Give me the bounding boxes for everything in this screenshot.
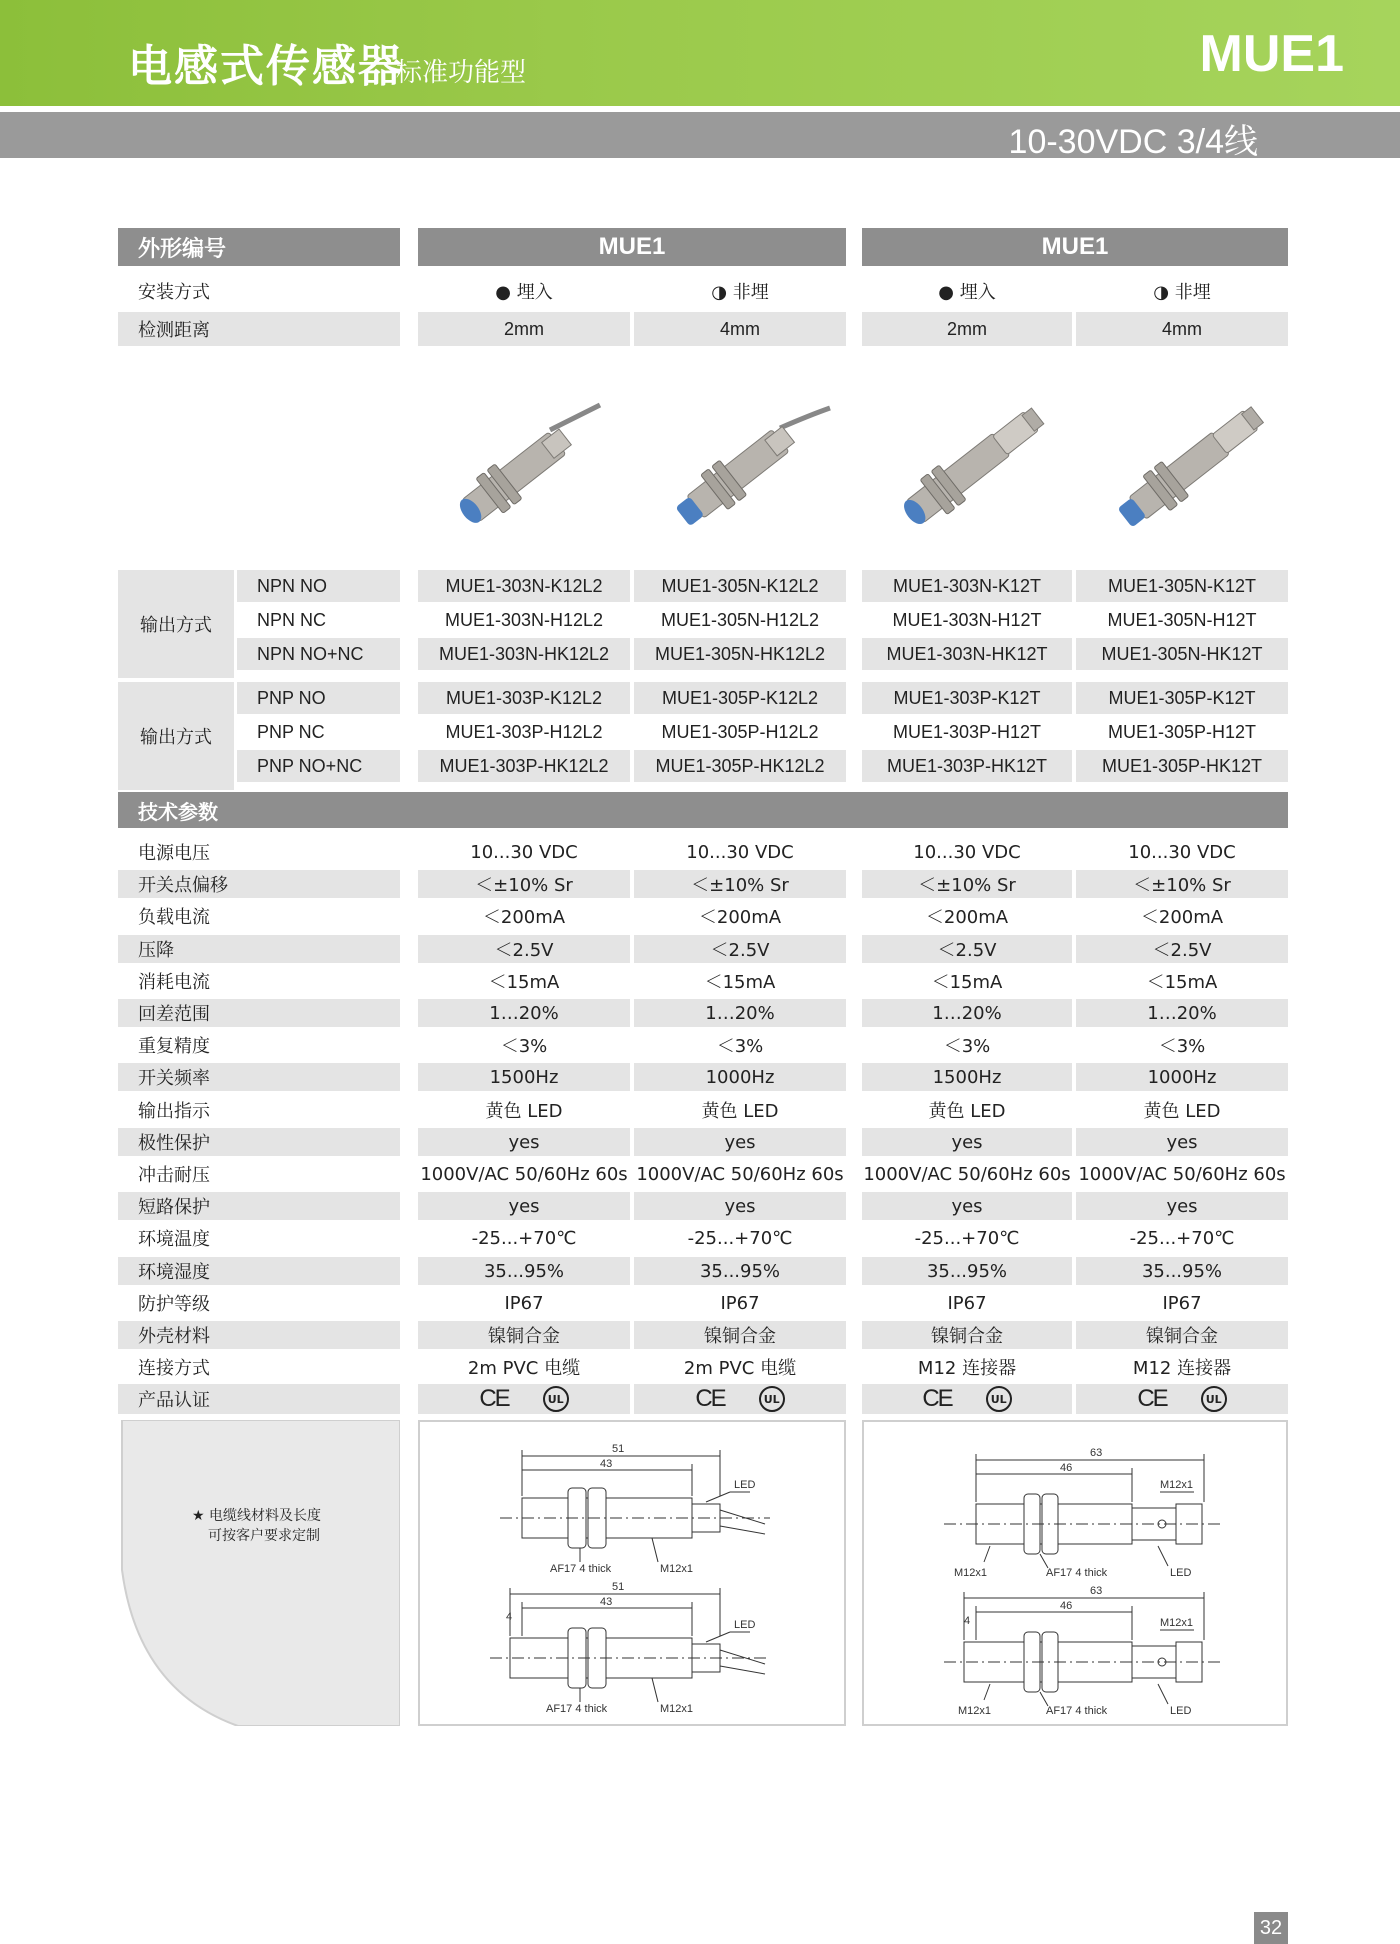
tech-param-label: 电源电压 (138, 843, 210, 864)
tech-param-value: yes (862, 1192, 1072, 1220)
tech-param-value: 1000V/AC 50/60Hz 60s (420, 1163, 628, 1185)
nut-label: AF17 4 thick (1046, 1705, 1108, 1717)
tech-param-value: 镍铜合金 (1076, 1321, 1288, 1349)
tech-param-value: 黄色 LED (928, 1101, 1006, 1122)
tech-param-value: 35...95% (862, 1257, 1072, 1285)
tech-param-value: 黄色 LED (701, 1101, 779, 1122)
thread-label: M12x1 (954, 1567, 988, 1579)
ce-mark-icon: CE (1137, 1385, 1167, 1412)
thread-label: M12x1 (958, 1705, 992, 1717)
tech-param-label: 环境温度 (138, 1229, 210, 1250)
note-star-icon: ★ (192, 1508, 205, 1524)
sensor-photo-cable-flush (440, 400, 620, 550)
model-cell: MUE1-305P-HK12L2 (634, 750, 846, 782)
tech-param-value: -25...+70℃ (471, 1227, 577, 1249)
tech-param-value: -25...+70℃ (914, 1227, 1020, 1249)
model-cell: MUE1-305N-K12L2 (634, 570, 846, 602)
tech-param-value: 2m PVC 电缆 (683, 1358, 797, 1379)
connector-thread-label: M12x1 (1160, 1617, 1194, 1629)
tech-param-value: ＜2.5V (862, 935, 1072, 963)
tech-param-value: 1…20% (1076, 999, 1288, 1027)
mounting-label: 安装方式 (138, 282, 210, 303)
tech-param-value: ＜200mA (482, 907, 566, 928)
tech-param-value: 10...30 VDC (1128, 841, 1236, 863)
tech-param-value: 35...95% (1076, 1257, 1288, 1285)
model-cell: MUE1-305N-HK12T (1076, 638, 1288, 670)
pnp-nonc-label: PNP NO+NC (237, 750, 400, 782)
thread-label: M12x1 (660, 1563, 694, 1575)
npn-output-label: 输出方式 (118, 570, 234, 678)
ul-mark-icon: UL (986, 1386, 1012, 1412)
model-cell: MUE1-303P-HK12L2 (418, 750, 630, 782)
tech-param-value: yes (1076, 1192, 1288, 1220)
tech-param-value: IP67 (720, 1292, 760, 1314)
tech-param-label: 开关点偏移 (118, 870, 400, 898)
tech-param-value: ＜200mA (925, 907, 1009, 928)
tech-param-value: IP67 (1162, 1292, 1202, 1314)
model-cell: MUE1-305N-K12T (1076, 570, 1288, 602)
tech-param-label: 连接方式 (138, 1358, 210, 1379)
tech-param-value: IP67 (947, 1292, 987, 1314)
tech-param-value: yes (418, 1128, 630, 1156)
pnp-no-label: PNP NO (237, 682, 400, 714)
dim-body: 46 (1060, 1462, 1073, 1474)
model-cell: MUE1-305N-HK12L2 (634, 638, 846, 670)
npn-nc-label: NPN NC (257, 609, 327, 630)
tech-param-value: 10...30 VDC (470, 841, 578, 863)
model-cell: MUE1-303P-K12L2 (418, 682, 630, 714)
tech-param-label: 外壳材料 (118, 1321, 400, 1349)
tech-param-value: -25...+70℃ (687, 1227, 793, 1249)
pnp-nc-label: PNP NC (257, 721, 325, 742)
dim-overall: 63 (1090, 1447, 1103, 1459)
model-cell: MUE1-305N-H12L2 (660, 609, 820, 630)
note-panel (118, 1420, 400, 1726)
nut-label: AF17 4 thick (550, 1563, 612, 1575)
group-header-connector: MUE1 (862, 228, 1288, 266)
tech-param-value: ＜200mA (1140, 907, 1224, 928)
tech-param-value: 2m PVC 电缆 (467, 1358, 581, 1379)
tech-param-label: 回差范围 (118, 999, 400, 1027)
cert-label: 产品认证 (118, 1384, 400, 1414)
npn-nonc-label: NPN NO+NC (237, 638, 400, 670)
tech-param-label: 消耗电流 (138, 972, 210, 993)
model-cell: MUE1-303N-K12T (862, 570, 1072, 602)
led-label: LED (1170, 1705, 1192, 1717)
cert-marks (1076, 1384, 1288, 1414)
tech-param-value: ＜±10% Sr (1076, 870, 1288, 898)
tech-param-value: 1000V/AC 50/60Hz 60s (863, 1163, 1071, 1185)
tech-param-value: 黄色 LED (485, 1101, 563, 1122)
tech-param-value: ＜15mA (1146, 972, 1218, 993)
model-cell: MUE1-303N-H12L2 (444, 609, 604, 630)
tech-section-header: 技术参数 (118, 792, 1288, 828)
ce-mark-icon: CE (695, 1385, 725, 1412)
model-cell: MUE1-305P-K12T (1076, 682, 1288, 714)
ce-mark-icon: CE (479, 1385, 509, 1412)
sensor-photo-connector-flush (882, 395, 1072, 545)
dim-flush: 4 (506, 1611, 513, 1623)
cert-marks (634, 1384, 846, 1414)
tech-param-value: ＜15mA (488, 972, 560, 993)
model-cell: MUE1-303N-HK12T (862, 638, 1072, 670)
tech-param-value: ＜±10% Sr (862, 870, 1072, 898)
tech-param-label: 开关频率 (118, 1063, 400, 1091)
tech-param-value: ＜3% (500, 1036, 548, 1057)
tech-param-value: 1000V/AC 50/60Hz 60s (636, 1163, 844, 1185)
tech-param-value: 1…20% (862, 999, 1072, 1027)
tech-param-value: yes (862, 1128, 1072, 1156)
tech-param-value: 镍铜合金 (862, 1321, 1072, 1349)
model-cell: MUE1-303P-H12L2 (445, 721, 603, 742)
tech-param-value: 35...95% (634, 1257, 846, 1285)
nut-label: AF17 4 thick (1046, 1567, 1108, 1579)
dimension-drawing-connector (862, 1420, 1288, 1726)
thread-label: M12x1 (660, 1703, 694, 1715)
nut-label: AF17 4 thick (546, 1703, 608, 1715)
tech-param-label: 防护等级 (138, 1294, 210, 1315)
distance-value: 4mm (1076, 312, 1288, 346)
tech-param-label: 输出指示 (138, 1101, 210, 1122)
tech-param-value: 镍铜合金 (634, 1321, 846, 1349)
group-header-cable: MUE1 (418, 228, 846, 266)
note-line-2: 可按客户要求定制 (208, 1528, 320, 1544)
dim-body: 46 (1060, 1600, 1073, 1612)
mounting-value: ◑ 非埋 (711, 282, 769, 303)
tech-param-value: ＜±10% Sr (634, 870, 846, 898)
page-number: 32 (1254, 1912, 1288, 1944)
model-cell: MUE1-305P-H12L2 (661, 721, 819, 742)
pnp-output-label: 输出方式 (118, 682, 234, 790)
tech-param-value: ＜±10% Sr (418, 870, 630, 898)
tech-param-value: -25...+70℃ (1129, 1227, 1235, 1249)
tech-param-value: yes (634, 1128, 846, 1156)
ul-mark-icon: UL (759, 1386, 785, 1412)
distance-value: 2mm (862, 312, 1072, 346)
model-cell: MUE1-303N-K12L2 (418, 570, 630, 602)
cert-marks (418, 1384, 630, 1414)
dim-body: 43 (600, 1458, 613, 1470)
tech-param-value: 1…20% (634, 999, 846, 1027)
header-model: MUE1 (1199, 25, 1344, 83)
dim-flush: 4 (964, 1615, 971, 1627)
mounting-value: ◑ 非埋 (1153, 282, 1211, 303)
tech-param-value: 1000Hz (1076, 1063, 1288, 1091)
led-label: LED (734, 1479, 756, 1491)
distance-value: 2mm (418, 312, 630, 346)
tech-param-value: ＜200mA (698, 907, 782, 928)
tech-param-value: 10...30 VDC (686, 841, 794, 863)
model-cell: MUE1-305P-HK12T (1076, 750, 1288, 782)
dim-body: 43 (600, 1596, 613, 1608)
tech-param-label: 极性保护 (118, 1128, 400, 1156)
tech-param-value: ＜2.5V (634, 935, 846, 963)
model-cell: MUE1-303P-K12T (862, 682, 1072, 714)
model-cell: MUE1-305P-H12T (1107, 721, 1257, 742)
sensor-photo-cable-nonflush (660, 400, 840, 550)
model-cell: MUE1-303N-HK12L2 (418, 638, 630, 670)
dim-overall: 51 (612, 1581, 625, 1593)
tech-param-value: yes (634, 1192, 846, 1220)
tech-param-value: IP67 (504, 1292, 544, 1314)
tech-param-value: 1000Hz (634, 1063, 846, 1091)
tech-param-value: 1500Hz (862, 1063, 1072, 1091)
npn-no-label: NPN NO (237, 570, 400, 602)
tech-param-value: ＜15mA (704, 972, 776, 993)
tech-param-value: 1500Hz (418, 1063, 630, 1091)
tech-param-value: 镍铜合金 (418, 1321, 630, 1349)
tech-param-value: 35...95% (418, 1257, 630, 1285)
ce-mark-icon: CE (922, 1385, 952, 1412)
tech-param-value: ＜3% (943, 1036, 991, 1057)
mounting-value: ● 埋入 (938, 282, 996, 303)
page-subtitle: 标准功能型 (396, 58, 527, 88)
tech-param-label: 压降 (118, 935, 400, 963)
tech-param-value: M12 连接器 (1132, 1358, 1232, 1379)
tech-param-value: 1000V/AC 50/60Hz 60s (1078, 1163, 1286, 1185)
tech-param-value: 1…20% (418, 999, 630, 1027)
distance-value: 4mm (634, 312, 846, 346)
model-cell: MUE1-303P-HK12T (862, 750, 1072, 782)
cert-marks (862, 1384, 1072, 1414)
mounting-value: ● 埋入 (495, 282, 553, 303)
tech-param-value: 10...30 VDC (913, 841, 1021, 863)
tech-param-value: yes (1076, 1128, 1288, 1156)
page-title: 电感式传感器 (128, 41, 404, 92)
tech-param-label: 环境湿度 (118, 1257, 400, 1285)
tech-param-value: ＜3% (1158, 1036, 1206, 1057)
tech-param-value: yes (418, 1192, 630, 1220)
ul-mark-icon: UL (1201, 1386, 1227, 1412)
connector-thread-label: M12x1 (1160, 1479, 1194, 1491)
dimension-drawing-cable (418, 1420, 846, 1726)
led-label: LED (734, 1619, 756, 1631)
distance-label: 检测距离 (118, 312, 400, 346)
tech-param-value: ＜3% (716, 1036, 764, 1057)
tech-param-value: 黄色 LED (1143, 1101, 1221, 1122)
tech-param-label: 负载电流 (138, 907, 210, 928)
tech-param-value: ＜2.5V (1076, 935, 1288, 963)
model-cell: MUE1-305N-H12T (1107, 609, 1257, 630)
model-cell: MUE1-303N-H12T (892, 609, 1042, 630)
tech-param-value: M12 连接器 (917, 1358, 1017, 1379)
tech-param-label: 短路保护 (118, 1192, 400, 1220)
model-cell: MUE1-303P-H12T (892, 721, 1042, 742)
note-line-1: 电缆线材料及长度 (209, 1508, 322, 1524)
model-cell: MUE1-305P-K12L2 (634, 682, 846, 714)
tech-param-value: ＜15mA (931, 972, 1003, 993)
sensor-photo-connector-nonflush (1100, 395, 1290, 545)
ul-mark-icon: UL (543, 1386, 569, 1412)
voltage-spec: 10-30VDC 3/4线 (1008, 123, 1258, 161)
dim-overall: 63 (1090, 1585, 1103, 1597)
tech-param-value: ＜2.5V (418, 935, 630, 963)
shape-code-label: 外形编号 (118, 228, 400, 266)
tech-param-label: 冲击耐压 (138, 1165, 210, 1186)
tech-param-label: 重复精度 (138, 1036, 210, 1057)
led-label: LED (1170, 1567, 1192, 1579)
dim-overall: 51 (612, 1443, 625, 1455)
